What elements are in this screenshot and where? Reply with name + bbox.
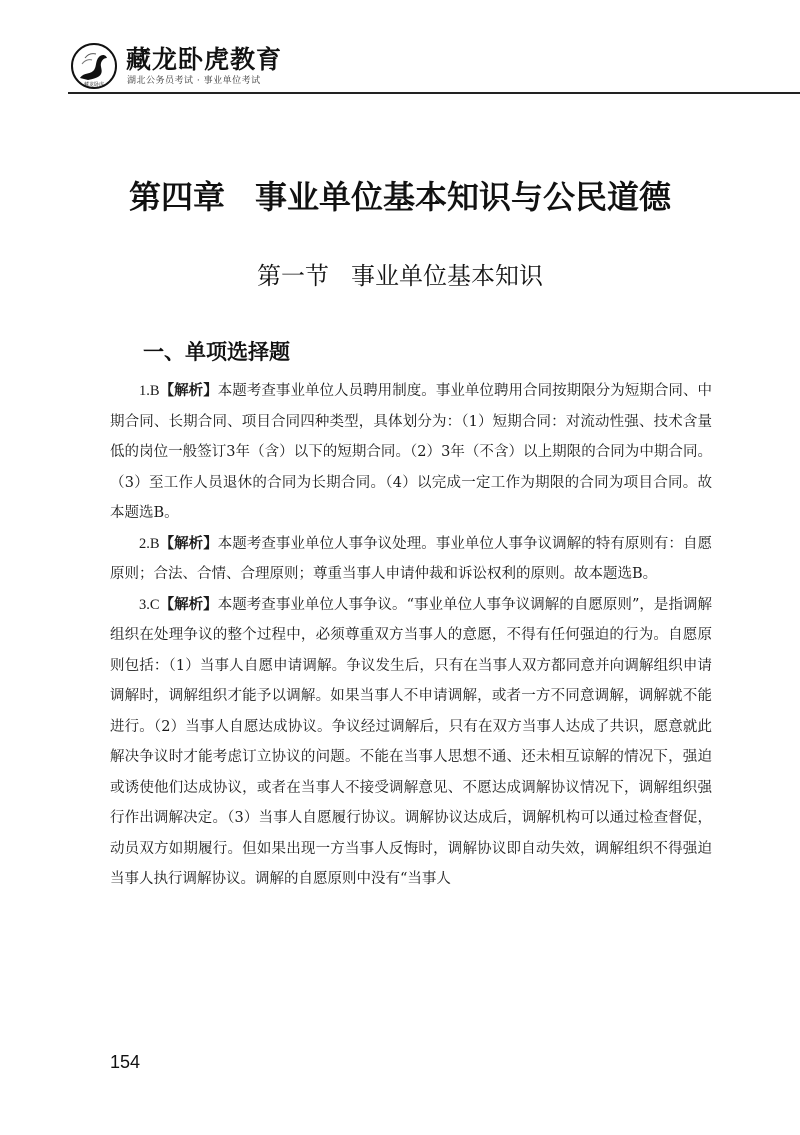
brand-name: 藏龙卧虎教育 bbox=[126, 45, 283, 74]
section-number: 第一节 bbox=[257, 262, 329, 290]
explanation-text: 本题考查事业单位人事争议处理。事业单位人事争议调解的特有原则有：自愿原则；合法、合情、合理原则；尊重当事人申请仲裁和诉讼权利的原则。故本题选B。 bbox=[110, 535, 713, 582]
logo-text: 藏龙卧虎 bbox=[83, 82, 105, 88]
page-number: 154 bbox=[110, 1052, 141, 1072]
header-divider bbox=[68, 92, 800, 94]
explanation-tag: 【解析】 bbox=[159, 596, 218, 613]
chapter-number: 第四章 bbox=[128, 178, 225, 216]
question-number: 1. bbox=[139, 383, 150, 399]
brand-tagline: 湖北公务员考试 · 事业单位考试 bbox=[127, 76, 261, 86]
subsection-title: 一、单项选择题 bbox=[143, 340, 290, 364]
explanation-tag: 【解析】 bbox=[159, 535, 218, 552]
chapter-title bbox=[0, 172, 800, 218]
explanation-tag: 【解析】 bbox=[159, 383, 218, 399]
question-number: 2. bbox=[139, 535, 150, 552]
question-explanation bbox=[110, 590, 712, 895]
section-title bbox=[0, 256, 800, 291]
question-number: 3. bbox=[139, 596, 150, 613]
page-header bbox=[0, 0, 800, 95]
answer-explanations bbox=[110, 376, 712, 895]
explanation-text: 本题考查事业单位人员聘用制度。事业单位聘用合同按期限分为短期合同、中期合同、长期合同、项目合同四种类型，具体划分为：（1）短期合同：对流动性强、技术含量低的岗位一般签订3年（含）以下的短期合同。（2）3年（不含）以上期限的合同为中期合同。（3）至工作人员退休的合同为长期合同。（4）以完成一定工作为期限的合同为项目合同。故本题选B。 bbox=[110, 383, 713, 521]
question-answer: B bbox=[149, 535, 160, 552]
question-explanation bbox=[110, 529, 712, 590]
chapter-name: 事业单位基本知识与公民道德 bbox=[255, 178, 672, 216]
logo-icon bbox=[70, 42, 118, 90]
explanation-text: 本题考查事业单位人事争议。“事业单位人事争议调解的自愿原则”，是指调解组织在处理争议的整个过程中，必须尊重双方当事人的意愿，不得有任何强迫的行为。自愿原则包括：（1）当事人自愿申请调解。争议发生后，只有在当事人双方都同意并向调解组织申请调解时，调解组织才能予以调解。如果当事人不申请调解，或者一方不同意调解，调解就不能进行。（2）当事人自愿达成协议。争议经过调解后，只有在双方当事人达成了共识，愿意就此解决争议时才能考虑订立协议的问题。不能在当事人思想不通、还未相互谅解的情况下，强迫或诱使他们达成协议，或者在当事人不接受调解意见、不愿达成调解协议情况下，调解组织强行作出调解决定。（3）当事人自愿履行协议。调解协议达成后，调解机构可以通过检查督促，动员双方如期履行。但如果出现一方当事人反悔时，调解协议即自动失效，调解组织不得强迫当事人执行调解协议。调解的自愿原则中没有“当事人 bbox=[110, 596, 713, 887]
question-explanation bbox=[110, 376, 712, 529]
question-answer: B bbox=[149, 383, 160, 399]
section-name: 事业单位基本知识 bbox=[351, 262, 543, 290]
question-answer: C bbox=[149, 596, 160, 613]
